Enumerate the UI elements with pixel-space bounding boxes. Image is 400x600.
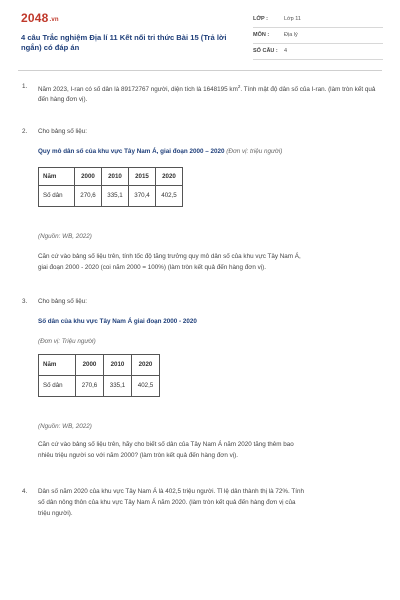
superscript: 2 bbox=[237, 84, 241, 89]
table-unit: (Đơn vị: triệu người) bbox=[226, 148, 283, 155]
question-text-line: Dân số năm 2020 của khu vực Tây Nam Á là 402,5 triệu người. Tỉ lệ dân thành thị là 72%. Tính bbox=[38, 488, 304, 495]
meta-value: Lớp 11 bbox=[284, 16, 301, 22]
table-cell: Năm bbox=[39, 168, 75, 186]
document-meta bbox=[253, 14, 383, 62]
question-text bbox=[38, 82, 378, 105]
meta-value: 4 bbox=[284, 48, 288, 54]
question-3 bbox=[0, 297, 400, 467]
table-row bbox=[39, 376, 160, 397]
question-text-part: . Tính mật độ dân số của I-ran. (làm tròn kết quả đến hàng đơn vị). bbox=[38, 86, 376, 103]
table-cell: 335,1 bbox=[104, 376, 132, 397]
document-title: 4 câu Trắc nghiệm Địa lí 11 Kết nối tri thức Bài 15 (Trả lời ngắn) có đáp án bbox=[21, 33, 227, 52]
meta-label: SỐ CÂU : bbox=[253, 48, 278, 54]
population-table bbox=[38, 354, 160, 397]
meta-row-subject bbox=[253, 30, 383, 44]
meta-label: LỚP : bbox=[253, 16, 268, 22]
page-header bbox=[0, 0, 400, 64]
table-cell: 2000 bbox=[75, 168, 102, 186]
table-cell: 270,6 bbox=[76, 376, 104, 397]
meta-row-count bbox=[253, 46, 383, 60]
table-cell: Năm bbox=[39, 355, 76, 376]
table-cell: Số dân bbox=[39, 376, 76, 397]
table-cell: 2020 bbox=[156, 168, 183, 186]
meta-label: MÔN : bbox=[253, 32, 270, 38]
question-text-line: triệu người). bbox=[38, 510, 73, 517]
meta-row-class bbox=[253, 14, 383, 28]
table-unit: (Đơn vị: Triệu người) bbox=[38, 338, 96, 345]
question-4 bbox=[0, 487, 400, 527]
table-cell: 2020 bbox=[132, 355, 160, 376]
logo-suffix: .vn bbox=[49, 17, 59, 23]
table-cell: 2010 bbox=[104, 355, 132, 376]
table-cell: 335,1 bbox=[102, 186, 129, 207]
table-title: Quy mô dân số của khu vực Tây Nam Á, giai đoạn 2000 – 2020 bbox=[38, 148, 225, 155]
question-number: 2. bbox=[22, 128, 28, 135]
table-cell: 402,5 bbox=[156, 186, 183, 207]
site-logo[interactable] bbox=[21, 11, 59, 25]
table-cell: Số dân bbox=[39, 186, 75, 207]
question-text-part: Năm 2023, I-ran có số dân là 89172767 người, diện tích là 1648195 km bbox=[38, 86, 238, 93]
table-row bbox=[39, 186, 183, 207]
table-source: (Nguồn: WB, 2022) bbox=[38, 233, 92, 240]
question-task-line: Căn cứ vào bảng số liệu trên, tính tốc độ tăng trưởng quy mô dân số của khu vực Tây Nam Á, bbox=[38, 253, 301, 260]
question-number: 1. bbox=[22, 83, 28, 90]
question-task-line: nhiêu triệu người so với năm 2000? (làm tròn kết quả đến hàng đơn vị). bbox=[38, 452, 239, 459]
population-table bbox=[38, 167, 183, 207]
question-task-line: Căn cứ vào bảng số liệu trên, hãy cho biết số dân của Tây Nam Á năm 2020 tăng thêm bao bbox=[38, 441, 294, 448]
question-task-line: giai đoạn 2000 - 2020 (coi năm 2000 = 100%) (làm tròn kết quả đến hàng đơn vị). bbox=[38, 264, 266, 271]
question-intro: Cho bảng số liệu: bbox=[38, 298, 88, 305]
question-2 bbox=[0, 127, 400, 287]
table-cell: 2000 bbox=[76, 355, 104, 376]
question-intro: Cho bảng số liệu: bbox=[38, 128, 88, 135]
question-number: 3. bbox=[22, 298, 28, 305]
table-header-row bbox=[39, 168, 183, 186]
table-cell: 370,4 bbox=[129, 186, 156, 207]
header-divider bbox=[18, 70, 382, 71]
table-cell: 402,5 bbox=[132, 376, 160, 397]
table-cell: 2010 bbox=[102, 168, 129, 186]
table-source: (Nguồn: WB, 2022) bbox=[38, 423, 92, 430]
meta-value: Địa lý bbox=[284, 32, 298, 38]
table-cell: 270,6 bbox=[75, 186, 102, 207]
table-title: Số dân của khu vực Tây Nam Á giai đoạn 2000 - 2020 bbox=[38, 318, 197, 325]
table-cell: 2015 bbox=[129, 168, 156, 186]
table-caption bbox=[38, 147, 378, 157]
table-header-row bbox=[39, 355, 160, 376]
logo-main: 2048 bbox=[21, 11, 49, 25]
question-text-line: số dân nông thôn của khu vực Tây Nam Á năm 2020. (làm tròn kết quả đến hàng đơn vị của bbox=[38, 499, 296, 506]
question-number: 4. bbox=[22, 488, 28, 495]
